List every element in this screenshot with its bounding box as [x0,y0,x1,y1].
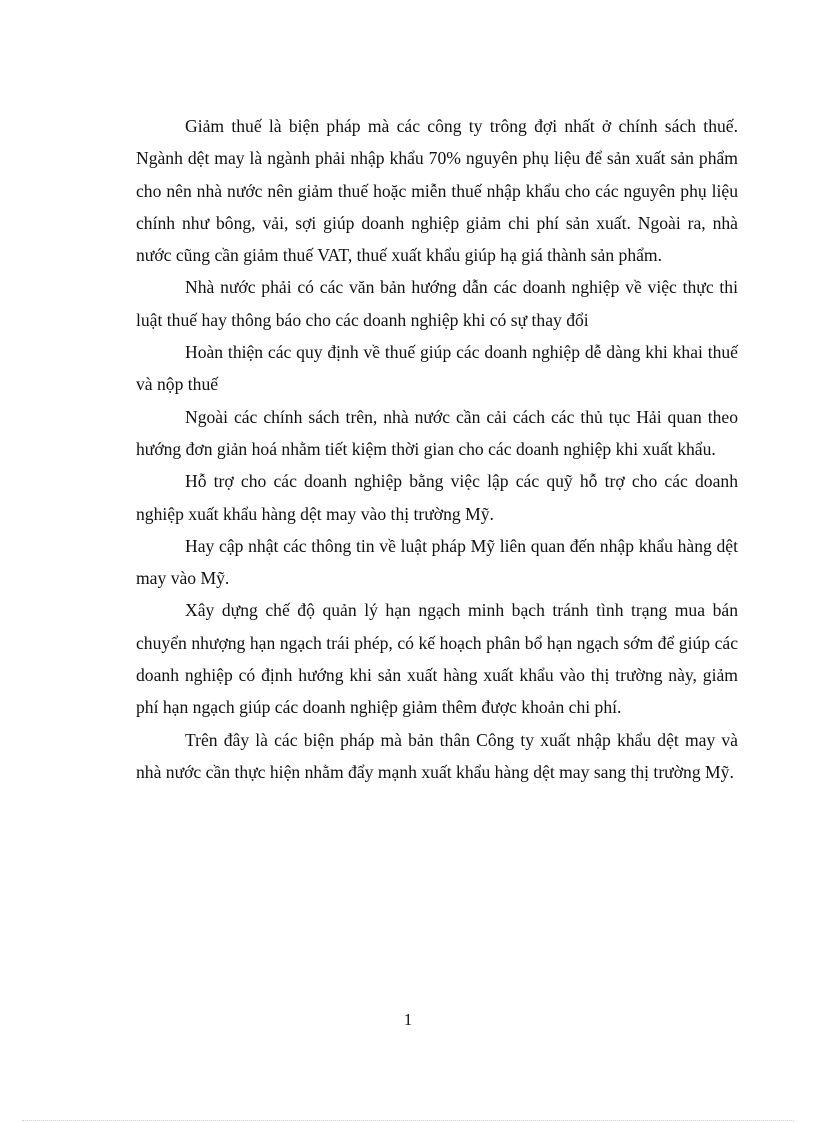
page-bottom-divider [22,1120,794,1121]
paragraph-tax-guidance: Nhà nước phải có các văn bản hướng dẫn các doanh nghiệp về việc thực thi luật thuế hay thông báo cho các doanh nghiệp khi có sự thay đổi [136,277,738,330]
paragraph-quota-management: Xây dựng chế độ quản lý hạn ngạch minh bạch tránh tình trạng mua bán chuyển nhượng hạn ngạch trái phép, có kế hoạch phân bổ hạn ngạch sớm để giúp các doanh nghiệp có định hướng khi sản xuất hàng xuất khẩu vào thị trường này, giảm phí hạn ngạch giúp các doanh nghiệp giảm thêm được khoản chi phí. [136,600,738,718]
paragraph-tax-reduction: Giảm thuế là biện pháp mà các công ty trông đợi nhất ở chính sách thuế. Ngành dệt may là ngành phải nhập khẩu 70% nguyên phụ liệu để sản xuất sản phẩm cho nên nhà nước nên giảm thuế hoặc miễn thuế nhập khẩu cho các nguyên phụ liệu chính như bông, vải, sợi giúp doanh nghiệp giảm chi phí sản xuất. Ngoài ra, nhà nước cũng cần giảm thuế VAT, thuế xuất khẩu giúp hạ giá thành sản phẩm. [136,116,738,266]
page-number: 1 [403,1010,413,1029]
paragraph-customs-reform: Ngoài các chính sách trên, nhà nước cần cải cách các thủ tục Hải quan theo hướng đơn giản hoá nhằm tiết kiệm thời gian cho các doanh nghiệp khi xuất khẩu. [136,406,738,459]
paragraph-support-funds: Hỗ trợ cho các doanh nghiệp bằng việc lập các quỹ hỗ trợ cho các doanh nghiệp xuất khẩu hàng dệt may vào thị trường Mỹ. [136,471,738,524]
document-body [136,110,738,788]
paragraph-tax-regulations: Hoàn thiện các quy định về thuế giúp các doanh nghiệp dễ dàng khi khai thuế và nộp thuế [136,342,738,395]
paragraph-us-law-updates: Hay cập nhật các thông tin về luật pháp Mỹ liên quan đến nhập khẩu hàng dệt may vào Mỹ. [136,535,738,589]
paragraph-conclusion: Trên đây là các biện pháp mà bản thân Công ty xuất nhập khẩu dệt may và nhà nước cần thực hiện nhằm đẩy mạnh xuất khẩu hàng dệt may sang thị trường Mỹ. [136,729,738,782]
